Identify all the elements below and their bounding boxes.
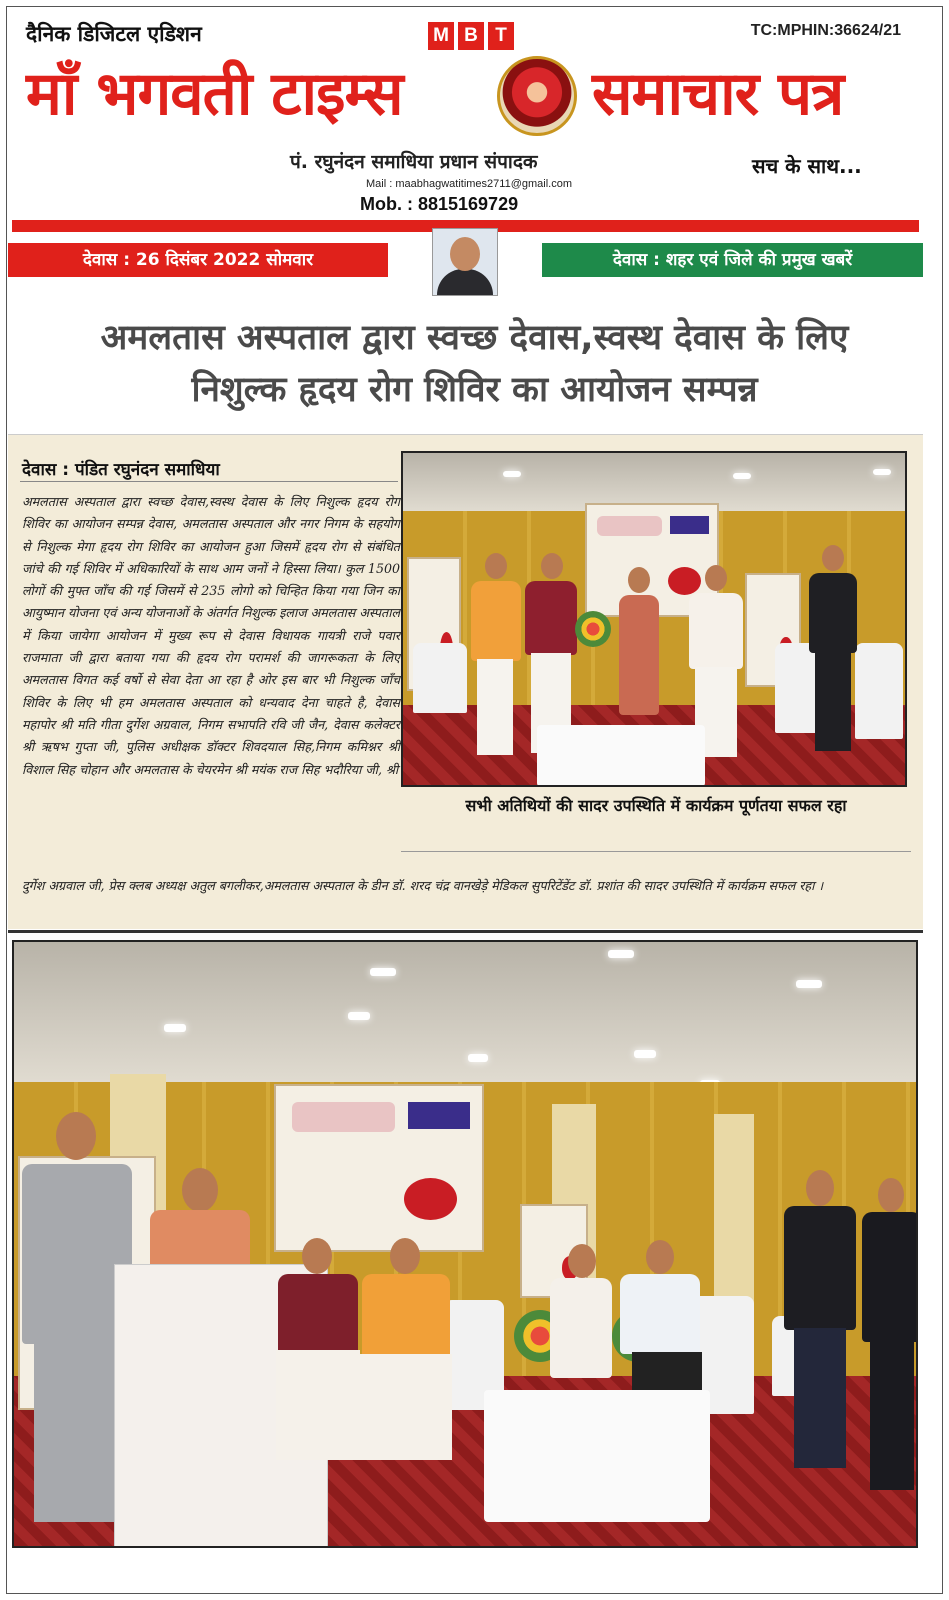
portrait-face (450, 237, 480, 271)
tc-number: TC:MPHIN:36624/21 (750, 22, 901, 39)
headline-line-2: निशुल्क हृदय रोग शिविर का आयोजन सम्पन्न (191, 370, 758, 410)
byline-rule (20, 481, 398, 482)
guest-person (467, 553, 525, 763)
chair (855, 643, 903, 739)
guest-person (780, 1170, 860, 1480)
ceiling-light (164, 1024, 186, 1032)
date-banner: देवास : 26 दिसंबर 2022 सोमवार (8, 243, 388, 277)
ceiling-light (634, 1050, 656, 1058)
event-photo-speech (12, 940, 918, 1548)
mbt-logo (428, 22, 514, 50)
guest-person (356, 1238, 456, 1468)
ceiling-light (873, 469, 891, 475)
newspaper-title-left: माँ भगवती टाइम्स (26, 59, 403, 129)
guest-person (617, 567, 661, 727)
flower-bouquet (575, 611, 611, 647)
headline-line-1: अमलतास अस्पताल द्वारा स्वच्छ देवास,स्वस्थ देवास के लिए (100, 318, 849, 358)
guest-person (272, 1238, 364, 1468)
logo-letter-t: T (488, 22, 514, 50)
chief-editor-line: पं. रघुनंदन समाधिया प्रधान संपादक (290, 151, 538, 173)
contact-mobile: Mob. : 8815169729 (360, 194, 519, 214)
event-photo-felicitation (401, 451, 907, 787)
photo-ceiling (14, 942, 916, 1092)
photo-caption: सभी अतिथियों की सादर उपस्थिति में कार्यक्रम पूर्णतया सफल रहा (465, 796, 847, 815)
ceiling-light (468, 1054, 488, 1062)
ceiling-light (796, 980, 822, 988)
edition-label: दैनिक डिजिटल एडिशन (26, 22, 202, 46)
tagline: सच के साथ... (752, 154, 862, 178)
ceiling-light (503, 471, 521, 477)
draped-table (484, 1390, 710, 1522)
guest-person (805, 545, 861, 757)
guest-person (860, 1178, 918, 1498)
caption-rule (401, 851, 911, 852)
article-block (8, 434, 923, 929)
ceiling-light (608, 950, 634, 958)
camp-banner (274, 1084, 484, 1252)
section-banner: देवास : शहर एवं जिले की प्रमुख खबरें (542, 243, 923, 277)
ceiling-light (733, 473, 751, 479)
article-byline: देवास : पंडित रघुनंदन समाधिया (22, 460, 220, 480)
goddess-emblem-icon (497, 56, 577, 136)
editor-portrait (432, 228, 498, 296)
contact-email: Mail : maabhagwatitimes2711@gmail.com (366, 178, 572, 190)
article-body-continued: दुर्गेश अग्रवाल जी, प्रेस क्लब अध्यक्ष अतुल बगलीकर,अमलतास अस्पताल के डीन डॉ. शरद चंद्र वानखेड़े मेडिकल सुपरिटेंडेंट डॉ. प्रशांत की सादर उपस्थिति में कार्यक्रम सफल रहा । (22, 878, 824, 893)
logo-letter-m: M (428, 22, 454, 50)
ceiling-light (370, 968, 396, 976)
ceiling-light (348, 1012, 370, 1020)
newspaper-title-right: समाचार पत्र (592, 59, 844, 129)
section-separator (8, 930, 923, 933)
portrait-suit (437, 269, 493, 296)
guest-person (546, 1244, 616, 1384)
draped-table (537, 725, 705, 787)
chair (413, 643, 467, 713)
main-headline (10, 312, 939, 416)
article-body: अमलतास अस्पताल द्वारा स्वच्छ देवास,स्वस्थ देवास के लिए निशुल्क हृदय रोग शिविर का आयोजन सम्पन्न देवास, अमलतास अस्पताल और नगर निगम के सहयोग से निशुल्क मेगा हृदय रोग शिविर का आयोजन हुआ जिसमें हृदय रोग से संबंधित जांचे की गई शिविर में अधिकारियों के साथ आम जनों ने हिस्सा लिया। कुल 1500 लोगों की मुफ्त जाँच की गई जिसमें से 235 लोगो को चिन्हित किया गया जिन का आयुष्मान योजना एवं अन्य योजनाओं के अंतर्गत निशुल्क इलाज अमलतास अस्पताल में किया जायेगा आयोजन में मुख्य रूप से देवास विधायक गायत्री राजे पवार राजमाता जी द्वारा बताया गया की हृदय रोग परामर्श की जागरूकता के लिए अमलतास विगत कई वर्षो से सेवा देता आ रहा है ओर इस बार भी निशुल्क जाँच शिविर के लिए भी हम अमलतास अस्पताल को धन्यवाद देना चाहते है, देवास महापोर श्री मति गीता दुर्गेश अग्रवाल, निगम सभापति रवि जी जैन, देवास कलेक्टर श्री ऋषभ गुप्ता जी, पुलिस अधीक्षक डॉक्टर शिवदयाल सिह,निगम कमिश्नर श्री विशाल सिह चोहान और अमलतास के चेयरमेन श्री मयंक राज सिह भदौरिया जी, श्री (22, 494, 400, 777)
logo-letter-b: B (458, 22, 484, 50)
